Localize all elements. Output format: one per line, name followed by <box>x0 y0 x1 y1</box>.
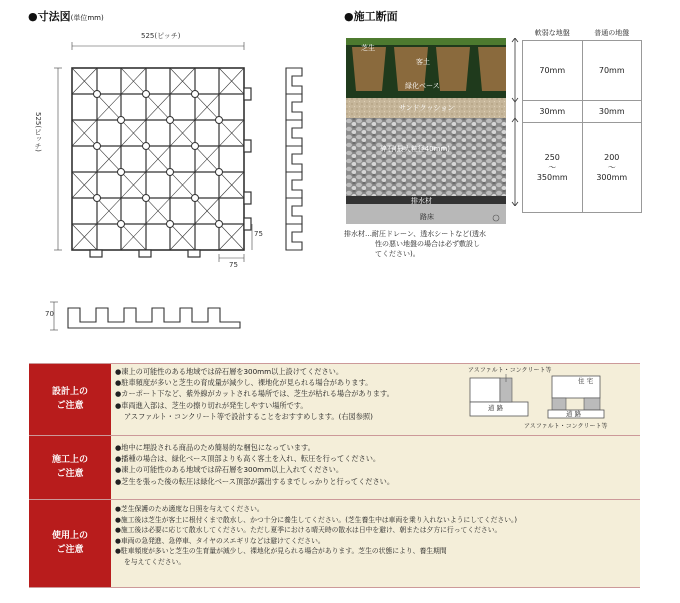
construction-item: ●芝生を張った後の転圧は緑化ベース頂部が露出するまでしっかりと行ってください。 <box>115 476 395 486</box>
cell-normal-30: 30mm <box>582 100 642 122</box>
design-item: ●駐車頻度が多いと芝生の育成量が減少し、裸地化が見られる場合があります。 <box>115 378 373 388</box>
construction-item: ●凍上の可能性のある地域では砕石層を300mm以上入れてください。 <box>115 465 344 475</box>
section-note <box>344 229 486 259</box>
notes-usage <box>29 500 640 588</box>
design-item: アスファルト・コンクリート等で設計することをおすすめします。(右図参照) <box>124 411 373 421</box>
cell-soft-70: 70mm <box>523 40 583 100</box>
design-heading-line1: 設計上の <box>51 387 88 398</box>
normal-gravel-top: 200 <box>604 152 620 162</box>
diagram-drawing <box>466 374 636 424</box>
design-item: ●車両進入部は、芝生の擦り切れが発生しやすい場所です。 <box>115 400 308 410</box>
usage-item: ●芝生保護のため適度な日照を与えてください。 <box>115 505 264 513</box>
usage-item: ●施工後は芝生が客土に根付くまで散水し、かつ十分に養生してください。(芝生養生中は車両を乗り入れないようにしてください。) <box>115 515 518 524</box>
cell-soft-30: 30mm <box>523 100 583 122</box>
notes-table <box>29 363 640 589</box>
usage-item: を与えてください。 <box>124 557 186 566</box>
section-note-line1: 排水材…耐圧ドレーン、透水シートなど(透水 <box>344 230 487 238</box>
design-heading <box>29 364 111 435</box>
design-heading-line2: ご注意 <box>56 400 84 411</box>
soft-gravel-mid: 〜 <box>548 162 557 172</box>
depth-label: 70 <box>45 310 54 318</box>
normal-gravel-bot: 300mm <box>596 172 628 182</box>
dimensions-title-text: ●寸法図 <box>28 10 71 23</box>
layer-drain: 排水材 <box>411 197 432 205</box>
construction-item: ●播種の場合は、緑化ベース頂部よりも高く客土を入れ、転圧を行ってください。 <box>115 454 381 464</box>
diagram-top-label: アスファルト・コンクリート等 <box>468 367 552 374</box>
usage-heading-line2: ご注意 <box>56 544 84 555</box>
design-item: ●凍上の可能性のある地域では砕石層を300mm以上設けてください。 <box>115 367 344 376</box>
dimensions-title <box>28 8 104 24</box>
cell-normal-70: 70mm <box>582 40 642 100</box>
usage-item: ●車両の急発進、急停車、タイヤのスエギリなどは避けてください。 <box>115 536 325 545</box>
construction-heading-line1: 施工上の <box>51 455 88 466</box>
layer-subgrade: 路床 <box>420 213 434 221</box>
section-title: ●施工断面 <box>344 10 398 23</box>
cell-height-label: 75 <box>254 230 263 238</box>
bottom-elevation <box>68 308 240 328</box>
soft-gravel-top: 250 <box>544 152 560 162</box>
notes-design <box>29 363 640 436</box>
dimension-drawing <box>24 40 344 340</box>
cell-width-label: 75 <box>229 261 238 269</box>
construction-heading-line2: ご注意 <box>56 468 84 479</box>
construction-heading <box>29 436 111 499</box>
construction-body <box>111 436 640 499</box>
design-body <box>111 364 640 435</box>
notes-construction <box>29 436 640 500</box>
usage-item: ●駐車頻度が多いと芝生の生育量が減少し、裸地化が見られる場合があります。芝生の状態により、養生期間 <box>115 547 447 556</box>
layer-soil: 客土 <box>416 58 430 66</box>
cell-soft-gravel <box>523 122 583 212</box>
depth-arrow <box>508 38 522 206</box>
dimensions-unit: (単位mm) <box>70 14 104 22</box>
usage-item: ●施工後は必要に応じて散水してください。ただし夏季における晴天時の散水は日中を避け、朝または夕方に行ってください。 <box>115 526 502 535</box>
diagram-house: 住 宅 <box>578 377 594 385</box>
cell-normal-gravel <box>582 122 642 212</box>
col-header-normal: 普通の地盤 <box>594 28 630 37</box>
height-label: 525(ピッチ) <box>34 112 42 152</box>
section-note-line3: てください)。 <box>375 250 420 259</box>
usage-heading <box>29 500 111 587</box>
width-label: 525(ピッチ) <box>141 32 181 40</box>
grid-plan <box>72 68 251 257</box>
diagram-bottom-label: アスファルト・コンクリート等 <box>524 423 608 430</box>
usage-body <box>111 500 640 587</box>
layer-gravel: 砕石(最大粒径40mm) <box>380 145 451 153</box>
design-item: ●カーポート下など、紫外線がカットされる場所では、芝生が枯れる場合があります。 <box>115 389 394 399</box>
section-note-line2: 性の悪い地盤の場合は必ず敷設し <box>375 240 480 249</box>
normal-gravel-mid: 〜 <box>607 162 616 172</box>
layer-base: 緑化ベース <box>405 82 440 90</box>
usage-heading-line1: 使用上の <box>51 531 88 542</box>
section-table <box>522 26 642 213</box>
construction-item: ●地中に埋設される商品のため簡易的な梱包になっています。 <box>115 443 315 452</box>
diagram-road-1: 道 路 <box>488 404 504 412</box>
layer-grass: 芝生 <box>361 44 375 52</box>
soft-gravel-bot: 350mm <box>536 172 568 182</box>
col-header-soft: 軟弱な地盤 <box>534 28 570 37</box>
side-elevation <box>286 68 302 250</box>
diagram-road-2: 道 路 <box>566 410 582 418</box>
layer-sand: サンドクッション <box>399 104 455 112</box>
entry-diagram <box>466 366 636 432</box>
